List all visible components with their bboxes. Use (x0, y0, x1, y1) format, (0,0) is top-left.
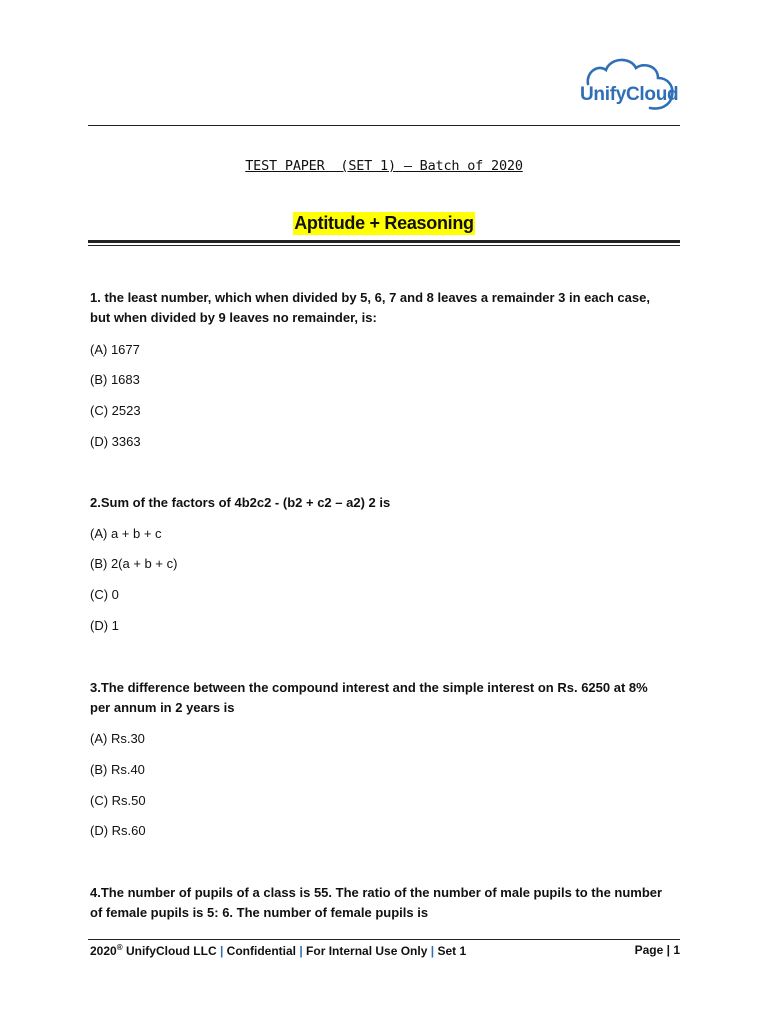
registered-mark: ® (116, 943, 123, 952)
header-rule (88, 125, 680, 126)
page-footer (90, 943, 680, 958)
q1-option-c: (C) 2523 (90, 403, 141, 418)
page-label: Page (634, 943, 664, 957)
subject-title: Aptitude + Reasoning (294, 213, 474, 233)
q1-option-a: (A) 1677 (90, 342, 140, 357)
question-3 (90, 678, 680, 718)
logo-wordmark: UnifyCloud (580, 84, 679, 105)
q2-option-b: (B) 2(a + b + c) (90, 556, 178, 571)
unifycloud-logo (574, 54, 684, 114)
footer-separator: | (430, 944, 435, 958)
footer-separator: | (299, 944, 303, 958)
heading-prefix: TEST PAPER (245, 158, 325, 174)
page-number: 1 (673, 943, 680, 957)
footer-internal: For Internal Use Only (306, 944, 428, 958)
footer-confidential: Confidential (226, 944, 296, 958)
page-separator: | (666, 943, 670, 957)
q2-option-d: (D) 1 (90, 618, 119, 633)
question-3-line1: 3.The difference between the compound interest and the simple interest on Rs. 6250 at 8% (90, 680, 648, 695)
q2-option-c: (C) 0 (90, 587, 119, 602)
question-4-line2: of female pupils is 5: 6. The number of female pupils is (90, 905, 429, 920)
q3-option-a: (A) Rs.30 (90, 731, 145, 746)
footer-year: 2020 (90, 944, 117, 958)
question-4 (90, 883, 680, 923)
footer-rule (88, 939, 680, 940)
question-1 (90, 288, 680, 328)
footer-separator: | (219, 944, 224, 958)
page-indicator (635, 943, 680, 957)
q3-option-c: (C) Rs.50 (90, 793, 146, 808)
q3-option-d: (D) Rs.60 (90, 823, 146, 838)
heading-set: (SET 1) (340, 158, 396, 174)
question-4-line1: 4.The number of pupils of a class is 55. The ratio of the number of male pupils to the number (90, 885, 663, 900)
title-rule-thick (88, 240, 680, 243)
question-1-line2: but when divided by 9 leaves no remainder, is: (90, 310, 377, 325)
q1-option-d: (D) 3363 (90, 434, 141, 449)
heading-suffix: – Batch of 2020 (403, 158, 523, 174)
title-rule-thin (88, 245, 680, 246)
q3-option-b: (B) Rs.40 (90, 762, 145, 777)
footer-set: Set 1 (437, 944, 467, 958)
question-1-line1: 1. the least number, which when divided by 5, 6, 7 and 8 leaves a remainder 3 in each case, (90, 290, 650, 305)
q1-option-b: (B) 1683 (90, 372, 140, 387)
footer-company: UnifyCloud LLC (125, 944, 217, 958)
q2-option-a: (A) a + b + c (90, 526, 162, 541)
question-2 (90, 493, 680, 513)
question-3-line2: per annum in 2 years is (90, 700, 235, 715)
test-paper-heading (0, 158, 768, 174)
question-2-line1: 2.Sum of the factors of 4b2c2 - (b2 + c2 – a2) 2 is (90, 495, 391, 510)
